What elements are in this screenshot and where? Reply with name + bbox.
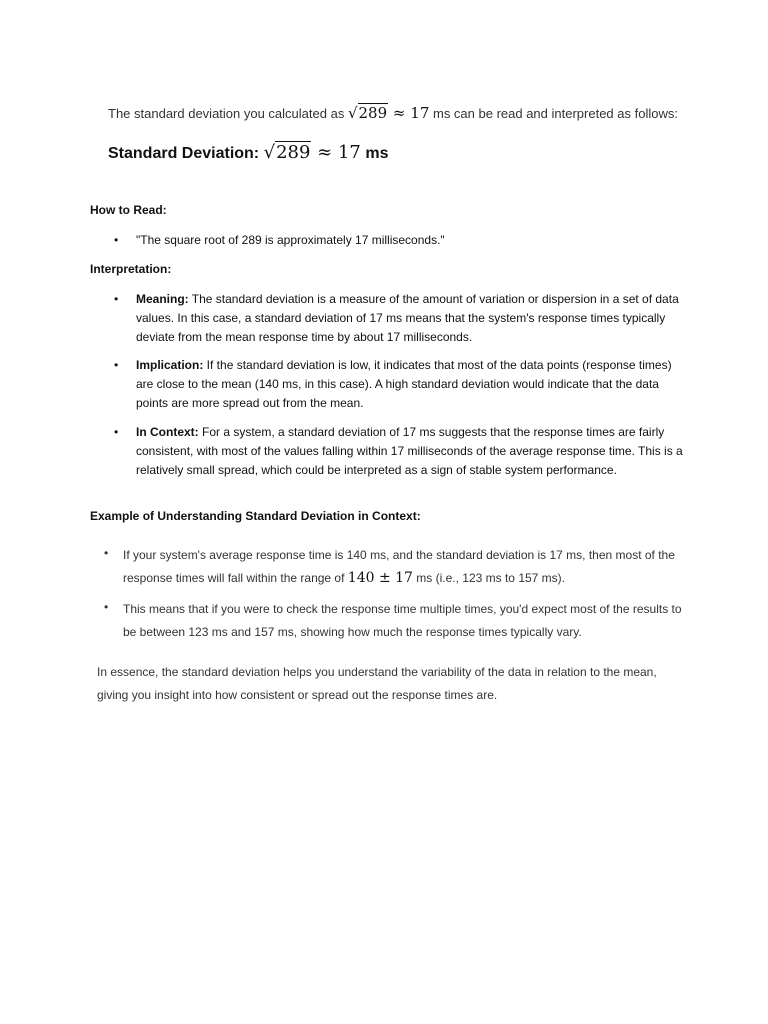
interpretation-item-implication (136, 356, 684, 413)
bullet-dot: • (104, 546, 109, 560)
interpretation-item-meaning (136, 290, 684, 347)
example-item-range (123, 544, 683, 590)
bullet-dot: • (114, 425, 119, 439)
sqrt-symbol: √289 (347, 104, 388, 122)
intro-formula (348, 104, 429, 122)
item-label: Meaning: (136, 292, 189, 306)
sd-value: 17 (337, 142, 361, 163)
item-text: The standard deviation is a measure of the amount of variation or dispersion in a set of data values. In this case, a standard deviation of 17 ms means that the system's response times typically deviate from the mean response time by about 17 milliseconds. (136, 292, 679, 344)
example-text-after: ms (i.e., 123 ms to 157 ms). (412, 571, 565, 585)
intro-radicand: 289 (358, 104, 388, 122)
standard-deviation-heading (108, 142, 388, 163)
intro-sentence (108, 104, 678, 122)
interpretation-heading: Interpretation: (90, 262, 172, 276)
how-to-read-heading: How to Read: (90, 203, 167, 217)
item-text: If the standard deviation is low, it indicates that most of the data points (response times) are close to the mean (140 ms, in this case). A high standard deviation would indicate that the data points are more spread out from the mean. (136, 358, 672, 410)
interpretation-item-context (136, 423, 684, 480)
range-formula: 140 ± 17 (347, 570, 413, 586)
intro-after: ms can be read and interpreted as follows: (429, 106, 678, 121)
example-item-repeat: This means that if you were to check the response time multiple times, you'd expect most of the results to be between 123 ms and 157 ms, showing how much the response times typically vary. (123, 602, 682, 639)
approx-symbol: ≈ (392, 104, 406, 122)
intro-before: The standard deviation you calculated as (108, 106, 348, 121)
example-text-before: If your system's average response time is 140 ms, and the standard deviation is 17 ms, then most of the response times will fall within the range of (123, 548, 675, 585)
bullet-dot: • (114, 292, 119, 306)
sd-radicand: 289 (276, 142, 311, 163)
sd-formula (264, 142, 361, 163)
approx-symbol: ≈ (317, 142, 333, 163)
sqrt-symbol: √289 (263, 142, 311, 163)
sd-unit: ms (360, 145, 389, 162)
intro-value: 17 (410, 104, 430, 122)
bullet-dot: • (114, 358, 119, 372)
bullet-dot: • (114, 233, 119, 247)
how-to-read-text: "The square root of 289 is approximately 17 milliseconds." (136, 233, 445, 247)
item-label: In Context: (136, 425, 199, 439)
sd-label: Standard Deviation: (108, 145, 264, 162)
item-label: Implication: (136, 358, 204, 372)
bullet-dot: • (104, 600, 109, 614)
essence-paragraph: In essence, the standard deviation helps you understand the variability of the data in relation to the mean, giving you insight into how consistent or spread out the response times are. (97, 665, 657, 702)
item-text: For a system, a standard deviation of 17 ms suggests that the response times are fairly consistent, with most of the values falling within 17 milliseconds of the average response time. This is a relatively small spread, which could be interpreted as a sign of stable system performance. (136, 425, 683, 477)
example-heading: Example of Understanding Standard Deviation in Context: (90, 509, 421, 523)
